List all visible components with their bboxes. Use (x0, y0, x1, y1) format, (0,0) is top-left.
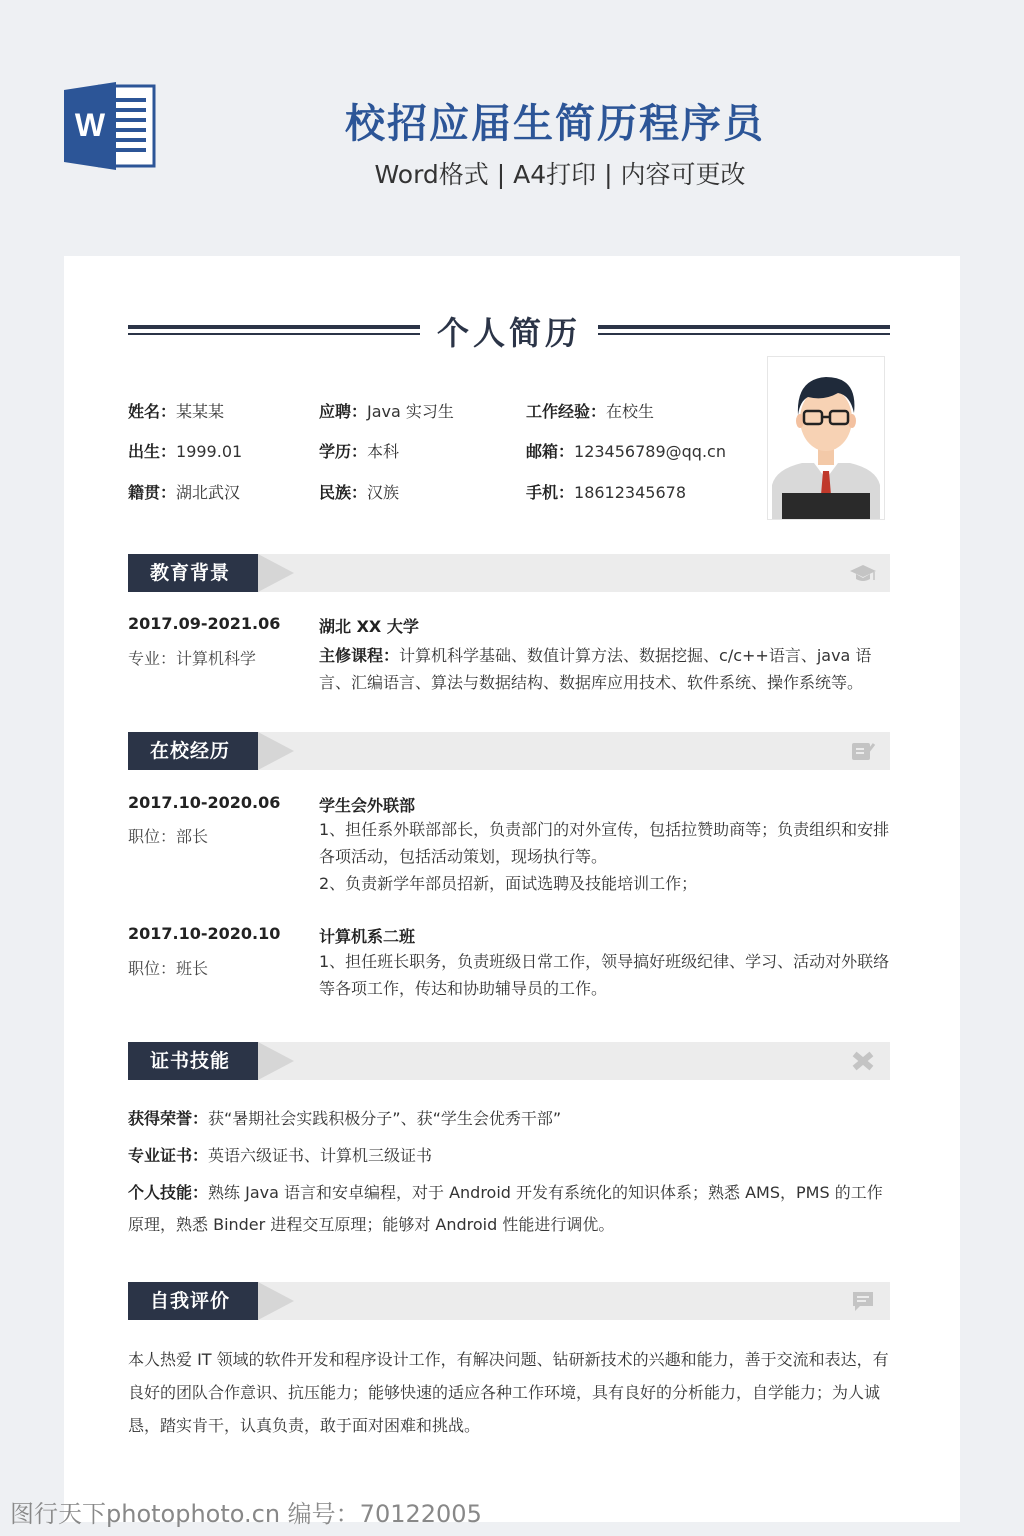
avatar-illustration (768, 357, 884, 519)
info-apply: 应聘：Java 实习生 (319, 402, 454, 421)
top-banner (0, 0, 1024, 255)
tab-arrow-shadow (258, 732, 294, 770)
campus-item-2-line-1: 1、担任班长职务，负责班级日常工作，领导搞好班级纪律、学习、活动对外联络等各项工作，传达和协助辅导员的工作。 (319, 952, 890, 998)
campus-item-2-desc (319, 948, 894, 1002)
education-date: 2017.09-2021.06 (128, 614, 281, 633)
section-campus (128, 732, 890, 770)
section-education (128, 554, 890, 592)
campus-item-2-position: 职位：班长 (128, 959, 209, 978)
education-courses: 主修课程：计算机科学基础、数值计算方法、数据挖掘、c/c++语言、java 语言、汇编语言、算法与数据结构、数据库应用技术、软件系统、操作系统等。 (319, 646, 872, 692)
section-title-skills: 证书技能 (128, 1042, 258, 1080)
skills-personal: 个人技能：熟练 Java 语言和安卓编程，对于 Android 开发有系统化的知识体系；熟悉 AMS，PMS 的工作原理，熟悉 Binder 进程交互原理；能够对 Android 性能进行调优。 (128, 1183, 883, 1234)
education-school: 湖北 XX 大学 (319, 617, 419, 636)
edit-note-icon (850, 740, 876, 762)
word-document-icon (64, 80, 158, 172)
campus-item-2-org: 计算机系二班 (319, 927, 416, 946)
skills-honor: 获得荣誉：获“暑期社会实践积极分子”、获“学生会优秀干部” (128, 1109, 562, 1128)
campus-item-2-date: 2017.10-2020.10 (128, 924, 281, 943)
campus-item-1-date: 2017.10-2020.06 (128, 793, 281, 812)
info-phone: 手机：18612345678 (526, 483, 686, 502)
info-ethnicity: 民族：汉族 (319, 483, 400, 502)
skills-cert: 专业证书：英语六级证书、计算机三级证书 (128, 1146, 433, 1165)
info-origin: 籍贯：湖北武汉 (128, 483, 241, 502)
banner-title: 校招应届生简历程序员 (345, 101, 765, 147)
info-birth: 出生：1999.01 (128, 442, 243, 461)
evaluation-text: 本人热爱 IT 领域的软件开发和程序设计工作，有解决问题、钻研新技术的兴趣和能力，善于交流和表达，有良好的团队合作意识、抗压能力；能够快速的适应各种工作环境，具有良好的分析能力，自学能力；为人诚恳，踏实肯干，认真负责，敢于面对困难和挑战。 (128, 1350, 889, 1435)
info-email: 邮箱：123456789@qq.cn (526, 442, 726, 461)
info-education: 学历：本科 (319, 442, 400, 461)
campus-item-1-line-1: 1、担任系外联部部长，负责部门的对外宣传，包括拉赞助商等；负责组织和安排各项活动，包括活动策划，现场执行等。 (319, 820, 890, 866)
tab-arrow-shadow (258, 554, 294, 592)
watermark: 图行天下photophoto.cn 编号：70122005 (10, 1500, 482, 1528)
info-experience: 工作经验：在校生 (526, 402, 655, 421)
title-divider-right (598, 324, 890, 340)
section-title-campus: 在校经历 (128, 732, 258, 770)
title-divider-left (128, 324, 420, 340)
campus-item-1-org: 学生会外联部 (319, 796, 416, 815)
banner-subtitle: Word格式 | A4打印 | 内容可更改 (374, 160, 746, 189)
education-major: 专业：计算机科学 (128, 649, 257, 668)
campus-item-1-line-2: 2、负责新学年部员招新，面试选聘及技能培训工作； (319, 874, 698, 893)
resume-paper (64, 256, 960, 1522)
resume-header (128, 312, 890, 352)
section-title-education: 教育背景 (128, 554, 258, 592)
info-name: 姓名：某某某 (128, 402, 225, 421)
tab-arrow-shadow (258, 1042, 294, 1080)
tab-arrow-shadow (258, 1282, 294, 1320)
section-title-evaluation: 自我评价 (128, 1282, 258, 1320)
section-skills (128, 1042, 890, 1080)
avatar-photo (767, 356, 885, 520)
chat-bubble-icon (850, 1290, 876, 1312)
section-evaluation (128, 1282, 890, 1320)
pencil-ruler-icon (850, 1050, 876, 1072)
resume-title: 个人简历 (436, 314, 581, 352)
graduation-cap-icon (850, 562, 876, 584)
campus-item-1-position: 职位：部长 (128, 827, 209, 846)
word-logo-letter: W (74, 107, 106, 143)
campus-item-1-desc (319, 816, 894, 897)
